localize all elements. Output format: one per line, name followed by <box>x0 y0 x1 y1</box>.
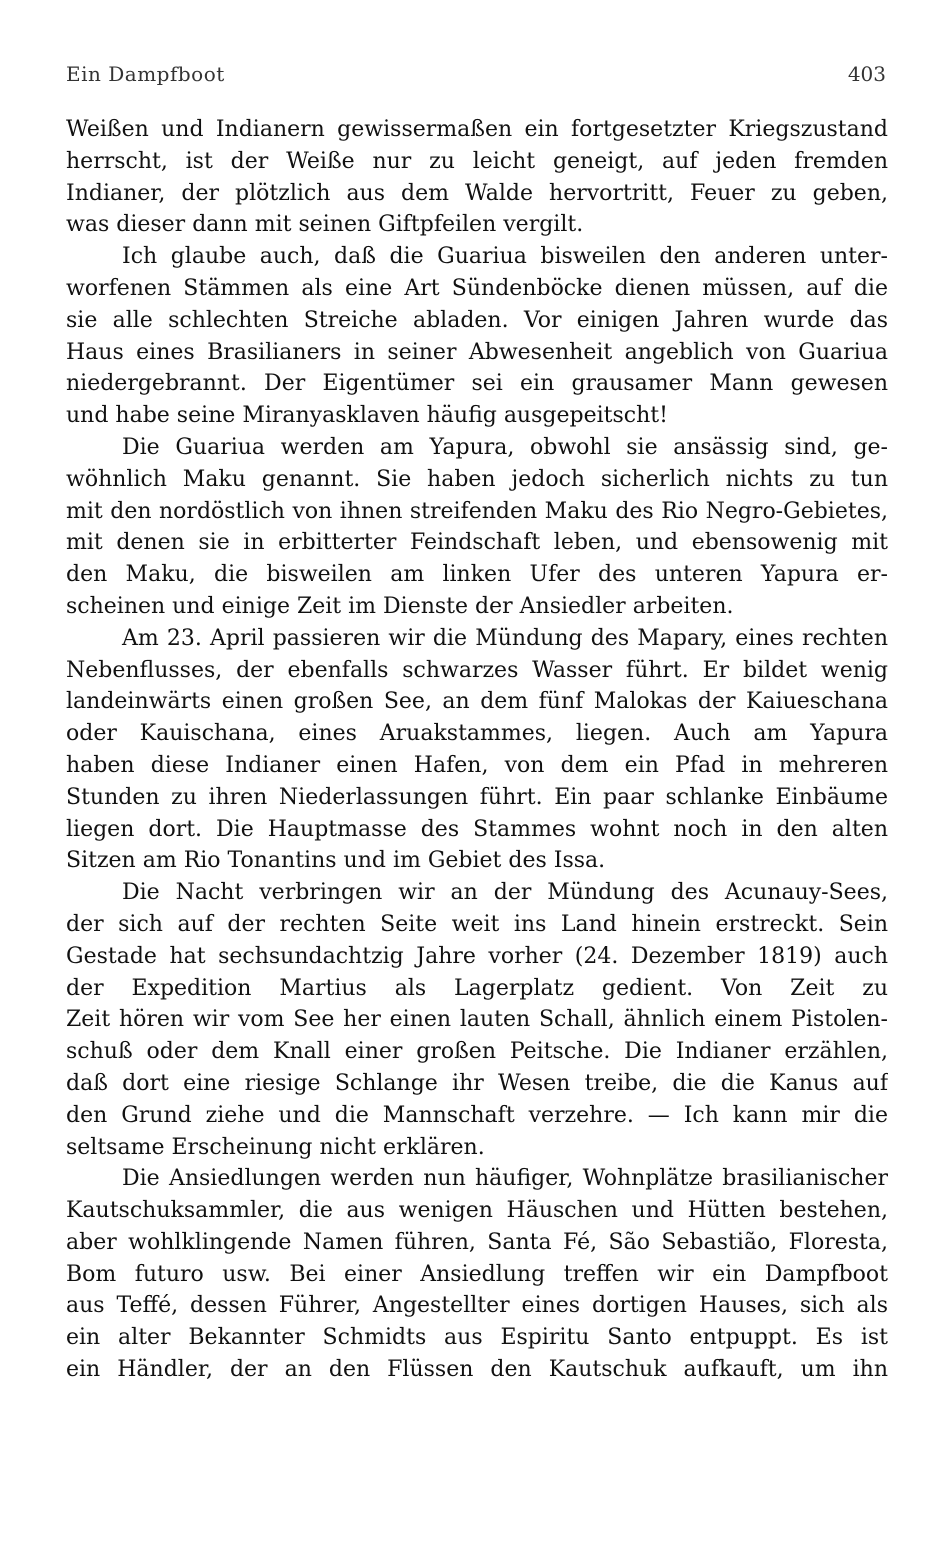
text-line: aus Teffé, dessen Führer, Angestellter eines dortigen Hauses, sich als <box>66 1293 888 1319</box>
text-line: seltsame Erscheinung nicht erklären. <box>66 1134 485 1160</box>
text-line: und habe seine Miranyasklaven häufig ausgepeitscht! <box>66 403 668 429</box>
text-line: Die Guariua werden am Yapura, obwohl sie ansässig sind, ge- <box>122 434 888 460</box>
text-line: Am 23. April passieren wir die Mündung des Mapary, eines rechten <box>122 625 888 651</box>
text-line: haben diese Indianer einen Hafen, von dem ein Pfad in mehreren <box>66 752 888 778</box>
text-line: scheinen und einige Zeit im Dienste der Ansiedler arbeiten. <box>66 593 734 619</box>
text-line: aber wohlklingende Namen führen, Santa Fé, São Sebastião, Floresta, <box>66 1229 888 1255</box>
text-line: worfenen Stämmen als eine Art Sündenböcke dienen müssen, auf die <box>66 275 888 301</box>
text-line: liegen dort. Die Hauptmasse des Stammes wohnt noch in den alten <box>66 816 888 842</box>
running-title: Ein Dampfboot <box>66 62 225 86</box>
text-line: Ich glaube auch, daß die Guariua bisweilen den anderen unter- <box>122 244 888 270</box>
text-line: schuß oder dem Knall einer großen Peitsche. Die Indianer erzählen, <box>66 1039 888 1065</box>
text-line: Weißen und Indianern gewissermaßen ein fortgesetzter Kriegszustand <box>66 117 888 142</box>
text-line: Stunden zu ihren Niederlassungen führt. Ein paar schlanke Einbäume <box>66 784 888 810</box>
text-line: Haus eines Brasilianers in seiner Abwesenheit angeblich von Guariua <box>66 339 888 365</box>
text-line: ein Händler, der an den Flüssen den Kautschuk aufkauft, um ihn <box>66 1357 888 1383</box>
text-line: den Grund ziehe und die Mannschaft verzehre. — Ich kann mir die <box>66 1102 888 1128</box>
text-line: landeinwärts einen großen See, an dem fünf Malokas der Kaiueschana <box>66 689 888 715</box>
page-header <box>64 62 886 92</box>
text-line: mit denen sie in erbitterter Feindschaft leben, und ebensowenig mit <box>66 530 888 556</box>
text-line: niedergebrannt. Der Eigentümer sei ein grausamer Mann gewesen <box>66 371 888 397</box>
text-line: Zeit hören wir vom See her einen lauten Schall, ähnlich einem Pistolen- <box>66 1007 888 1033</box>
text-line: Bom futuro usw. Bei einer Ansiedlung treffen wir ein Dampfboot <box>66 1261 888 1287</box>
text-line: Gestade hat sechsundachtzig Jahre vorher (24. Dezember 1819) auch <box>66 943 888 969</box>
text-line: der sich auf der rechten Seite weit ins Land hinein erstreckt. Sein <box>66 911 888 937</box>
text-line: Sitzen am Rio Tonantins und im Gebiet des Issa. <box>66 848 606 874</box>
text-line: Indianer, der plötzlich aus dem Walde hervortritt, Feuer zu geben, <box>66 180 888 206</box>
text-line: herrscht, ist der Weiße nur zu leicht geneigt, auf jeden fremden <box>66 148 888 174</box>
text-line: der Expedition Martius als Lagerplatz gedient. Von Zeit zu <box>66 975 888 1001</box>
text-line: sie alle schlechten Streiche abladen. Vor einigen Jahren wurde das <box>66 307 888 333</box>
text-line: daß dort eine riesige Schlange ihr Wesen treibe, die die Kanus auf <box>66 1070 888 1096</box>
text-line: Kautschuksammler, die aus wenigen Häuschen und Hütten bestehen, <box>66 1198 888 1224</box>
text-line: mit den nordöstlich von ihnen streifenden Maku des Rio Negro-Gebietes, <box>66 498 888 524</box>
page-number: 403 <box>847 62 886 86</box>
text-line: ein alter Bekannter Schmidts aus Espiritu Santo entpuppt. Es ist <box>66 1325 888 1351</box>
text-line: oder Kauischana, eines Aruakstammes, liegen. Auch am Yapura <box>66 721 888 747</box>
text-line: Die Nacht verbringen wir an der Mündung des Acunauy-Sees, <box>122 880 888 906</box>
text-line: Die Ansiedlungen werden nun häufiger, Wohnplätze brasilianischer <box>122 1166 888 1192</box>
text-line: was dieser dann mit seinen Giftpfeilen vergilt. <box>66 212 584 238</box>
body-text <box>66 114 888 1386</box>
text-line: wöhnlich Maku genannt. Sie haben jedoch sicherlich nichts zu tun <box>66 466 888 492</box>
text-line: Nebenflusses, der ebenfalls schwarzes Wasser führt. Er bildet wenig <box>66 657 888 683</box>
text-line: den Maku, die bisweilen am linken Ufer des unteren Yapura er- <box>66 562 888 588</box>
